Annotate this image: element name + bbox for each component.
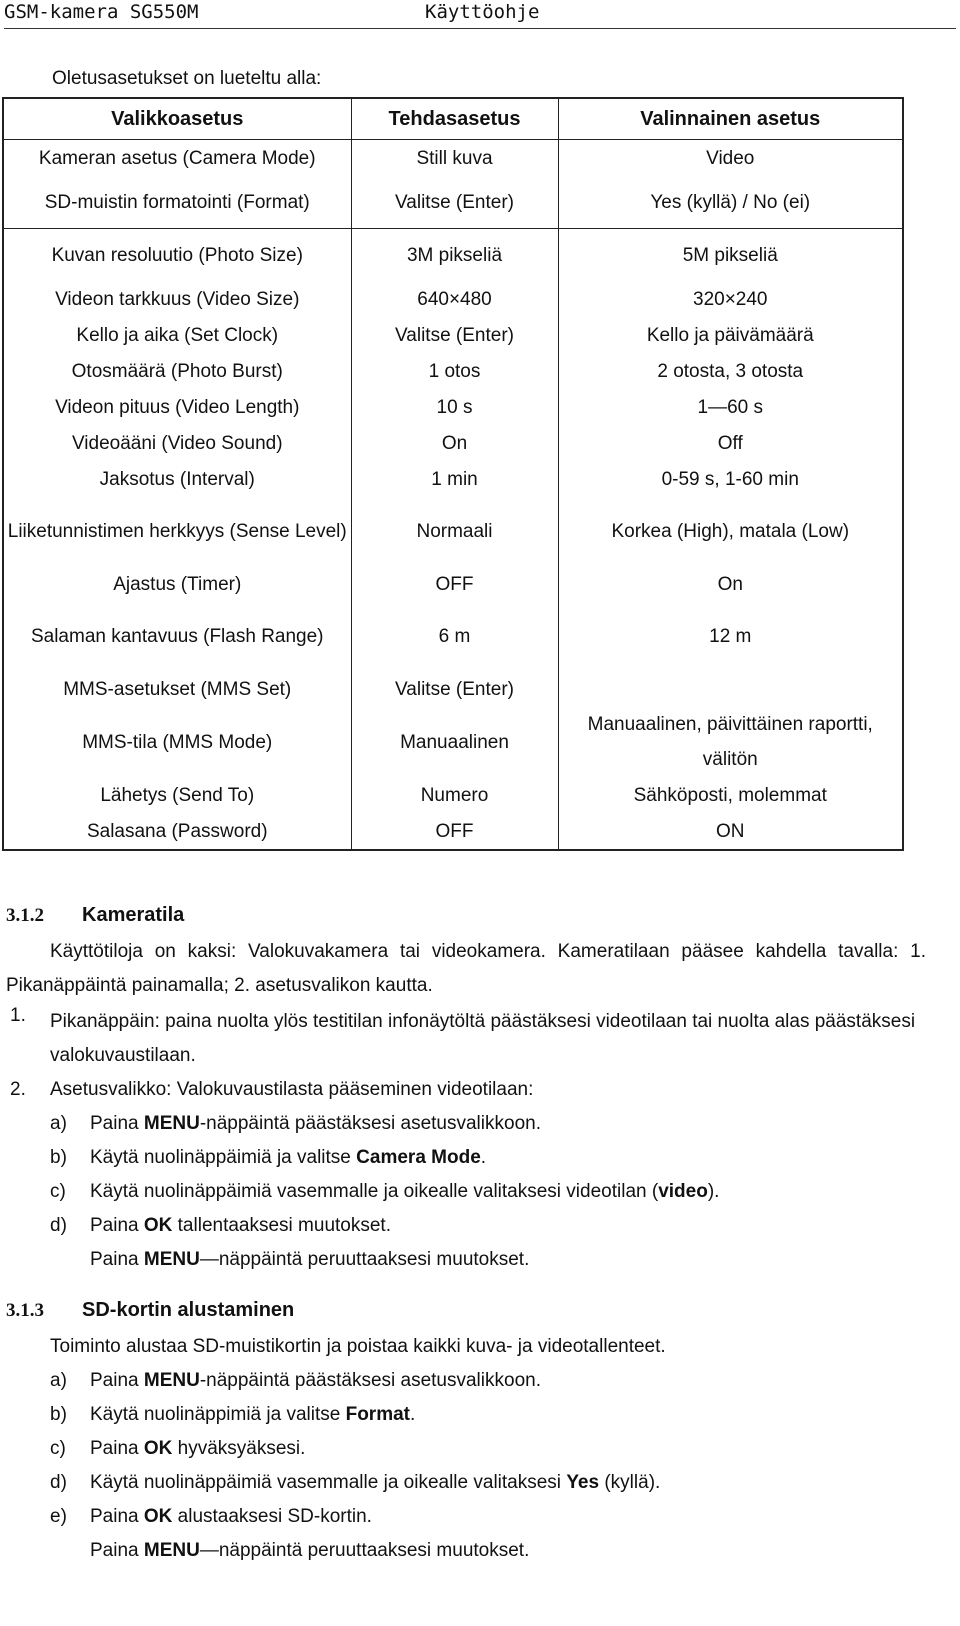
cell-setting: SD-muistin formatointi (Format) — [3, 176, 351, 229]
cell-option: 320×240 — [558, 281, 903, 317]
cell-default: OFF — [351, 566, 558, 602]
section-number: 3.1.3 — [6, 1300, 44, 1321]
table-row — [3, 281, 903, 317]
cell-default: Normaali — [351, 497, 558, 566]
table-row — [3, 353, 903, 389]
cell-option: Video — [558, 140, 903, 177]
cell-option: 0-59 s, 1-60 min — [558, 461, 903, 497]
list-marker: d) — [50, 1472, 67, 1493]
table-row — [3, 566, 903, 602]
cell-setting: Kello ja aika (Set Clock) — [3, 317, 351, 353]
cell-option: Kello ja päivämäärä — [558, 317, 903, 353]
table-row — [3, 229, 903, 282]
list-marker: 2. — [10, 1079, 26, 1100]
table-row — [3, 813, 903, 850]
table-row — [3, 602, 903, 671]
header-product: GSM-kamera SG550M — [4, 1, 199, 23]
section-313-paragraph: Toiminto alustaa SD-muistikortin ja poistaa kaikki kuva- ja videotallenteet. — [50, 1336, 666, 1357]
cell-option: Yes (kyllä) / No (ei) — [558, 176, 903, 229]
cell-option: 1—60 s — [558, 389, 903, 425]
cell-default: Valitse (Enter) — [351, 671, 558, 707]
cell-default: 640×480 — [351, 281, 558, 317]
cell-setting: Salaman kantavuus (Flash Range) — [3, 602, 351, 671]
list-marker: c) — [50, 1181, 66, 1202]
cell-default: Valitse (Enter) — [351, 317, 558, 353]
cell-setting: Liiketunnistimen herkkyys (Sense Level) — [3, 497, 351, 566]
section-313-heading — [6, 1299, 294, 1322]
list-marker: e) — [50, 1506, 67, 1527]
page-header — [4, 0, 956, 29]
list-marker: 1. — [10, 1005, 26, 1026]
list-text: Paina MENU-näppäintä päästäksesi asetusvalikkoon. — [90, 1370, 541, 1391]
cell-default: Manuaalinen — [351, 707, 558, 777]
section-title: Kameratila — [82, 904, 185, 926]
cell-option: Off — [558, 425, 903, 461]
list-text: Paina OK hyväksyäksesi. — [90, 1438, 306, 1459]
header-optional-setting: Valinnainen asetus — [558, 98, 903, 140]
cell-default: Numero — [351, 777, 558, 813]
list-text: Paina OK alustaaksesi SD-kortin. — [90, 1506, 372, 1527]
list-marker: a) — [50, 1113, 67, 1134]
list-text: Käytä nuolinäppäimiä vasemmalle ja oikealle valitaksesi videotilan (video). — [90, 1181, 720, 1202]
header-factory-setting: Tehdasasetus — [351, 98, 558, 140]
list-text: Paina OK tallentaaksesi muutokset. — [90, 1215, 391, 1236]
header-menu-setting: Valikkoasetus — [3, 98, 351, 140]
cell-default: On — [351, 425, 558, 461]
table-header-row — [3, 98, 903, 140]
cell-default: OFF — [351, 813, 558, 850]
cell-setting: Videoääni (Video Sound) — [3, 425, 351, 461]
cell-default: 10 s — [351, 389, 558, 425]
cell-setting: Ajastus (Timer) — [3, 566, 351, 602]
section-312-heading — [6, 904, 184, 927]
list-marker: c) — [50, 1438, 66, 1459]
list-marker: b) — [50, 1404, 67, 1425]
cell-option: On — [558, 566, 903, 602]
list-text: Pikanäppäin: paina nuolta ylös testitilan infonäytöltä päästäksesi videotilaan tai nuolta alas päästäksesi valokuvaustilaan. — [50, 1011, 916, 1066]
cell-default: 3M pikseliä — [351, 229, 558, 282]
cell-default: Valitse (Enter) — [351, 176, 558, 229]
cell-setting: Jaksotus (Interval) — [3, 461, 351, 497]
list-marker: d) — [50, 1215, 67, 1236]
cell-option: Manuaalinen, päivittäinen raportti, välitön — [558, 707, 903, 777]
list-text: Paina MENU—näppäintä peruuttaaksesi muutokset. — [90, 1249, 530, 1270]
cell-default: Still kuva — [351, 140, 558, 177]
table-row — [3, 389, 903, 425]
list-marker: b) — [50, 1147, 67, 1168]
table-row — [3, 497, 903, 566]
table-row — [3, 707, 903, 777]
cell-default: 6 m — [351, 602, 558, 671]
table-intro: Oletusasetukset on lueteltu alla: — [52, 68, 322, 89]
cell-setting: Videon tarkkuus (Video Size) — [3, 281, 351, 317]
section-312-paragraph: Käyttötiloja on kaksi: Valokuvakamera tai videokamera. Kameratilaan pääsee kahdella tavalla: 1. Pikanäppäintä painamalla; 2. asetusvalikon kautta. — [6, 941, 926, 996]
cell-option: 5M pikseliä — [558, 229, 903, 282]
cell-setting: Videon pituus (Video Length) — [3, 389, 351, 425]
cell-default: 1 min — [351, 461, 558, 497]
section-title: SD-kortin alustaminen — [82, 1299, 295, 1321]
list-text: Paina MENU—näppäintä peruuttaaksesi muutokset. — [90, 1540, 530, 1561]
cell-setting: Lähetys (Send To) — [3, 777, 351, 813]
table-row — [3, 176, 903, 229]
cell-option: Sähköposti, molemmat — [558, 777, 903, 813]
table-row — [3, 777, 903, 813]
cell-setting: MMS-asetukset (MMS Set) — [3, 671, 351, 707]
table-row — [3, 140, 903, 177]
cell-option: Korkea (High), matala (Low) — [558, 497, 903, 566]
list-text: Paina MENU-näppäintä päästäksesi asetusvalikkoon. — [90, 1113, 541, 1134]
cell-setting: Salasana (Password) — [3, 813, 351, 850]
cell-option: 12 m — [558, 602, 903, 671]
cell-setting: Kameran asetus (Camera Mode) — [3, 140, 351, 177]
table-row — [3, 461, 903, 497]
list-item — [10, 1005, 930, 1075]
header-doc-title: Käyttöohje — [425, 1, 540, 23]
list-text: Käytä nuolinäppäimiä ja valitse Camera Mode. — [90, 1147, 487, 1168]
list-marker: a) — [50, 1370, 67, 1391]
cell-setting: MMS-tila (MMS Mode) — [3, 707, 351, 777]
list-text: Käytä nuolinäppäimiä vasemmalle ja oikealle valitaksesi Yes (kyllä). — [90, 1472, 661, 1493]
cell-option: ON — [558, 813, 903, 850]
default-settings-table — [2, 97, 904, 851]
cell-setting: Otosmäärä (Photo Burst) — [3, 353, 351, 389]
table-row — [3, 317, 903, 353]
cell-option — [558, 671, 903, 707]
cell-setting: Kuvan resoluutio (Photo Size) — [3, 229, 351, 282]
cell-default: 1 otos — [351, 353, 558, 389]
table-row — [3, 425, 903, 461]
list-text: Käytä nuolinäppimiä ja valitse Format. — [90, 1404, 416, 1425]
cell-option: 2 otosta, 3 otosta — [558, 353, 903, 389]
section-number: 3.1.2 — [6, 905, 44, 926]
list-text: Asetusvalikko: Valokuvaustilasta pääseminen videotilaan: — [50, 1079, 534, 1100]
table-row — [3, 671, 903, 707]
